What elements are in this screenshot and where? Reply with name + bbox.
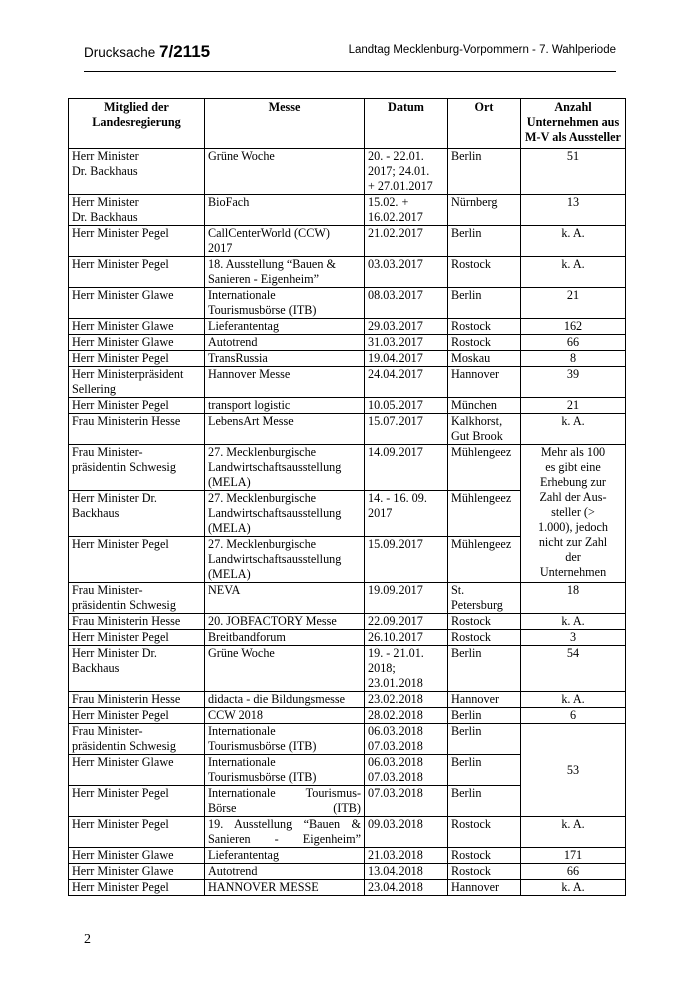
- cell-ort: Rostock: [448, 319, 521, 335]
- cell-ort: Moskau: [448, 351, 521, 367]
- table-row: [69, 630, 626, 646]
- column-header: Datum: [365, 99, 448, 149]
- cell-anzahl: 51: [521, 149, 626, 195]
- cell-datum: 14.09.2017: [365, 445, 448, 491]
- table-row: [69, 583, 626, 614]
- cell-anzahl: 171: [521, 848, 626, 864]
- cell-ort: Rostock: [448, 848, 521, 864]
- cell-mitglied: Herr Minister Glawe: [69, 319, 205, 335]
- cell-datum: 19.09.2017: [365, 583, 448, 614]
- table-row: [69, 817, 626, 848]
- cell-messe: HANNOVER MESSE: [205, 880, 365, 896]
- cell-ort: München: [448, 398, 521, 414]
- table-row: [69, 288, 626, 319]
- cell-messe: Autotrend: [205, 335, 365, 351]
- cell-anzahl: k. A.: [521, 257, 626, 288]
- cell-ort: Berlin: [448, 708, 521, 724]
- cell-anzahl: 3: [521, 630, 626, 646]
- cell-messe: LebensArt Messe: [205, 414, 365, 445]
- cell-datum: 10.05.2017: [365, 398, 448, 414]
- cell-ort: St. Petersburg: [448, 583, 521, 614]
- table-row: [69, 864, 626, 880]
- table-row: [69, 692, 626, 708]
- cell-datum: 21.02.2017: [365, 226, 448, 257]
- cell-ort: Berlin: [448, 755, 521, 786]
- cell-messe: transport logistic: [205, 398, 365, 414]
- cell-datum: 22.09.2017: [365, 614, 448, 630]
- cell-messe: Grüne Woche: [205, 149, 365, 195]
- table-row: [69, 445, 626, 491]
- cell-messe: 19. Ausstellung “Bauen & Sanieren - Eigenheim”: [205, 817, 365, 848]
- page-number: 2: [84, 932, 91, 947]
- cell-mitglied: Herr Minister Pegel: [69, 880, 205, 896]
- cell-datum: 21.03.2018: [365, 848, 448, 864]
- cell-datum: 15.07.2017: [365, 414, 448, 445]
- cell-mitglied: Frau Ministerin Hesse: [69, 614, 205, 630]
- cell-messe: Internationale Tourismusbörse (ITB): [205, 288, 365, 319]
- cell-messe: 27. Mecklenburgische Landwirtschaftsausstellung (MELA): [205, 537, 365, 583]
- cell-messe: Grüne Woche: [205, 646, 365, 692]
- cell-anzahl: 54: [521, 646, 626, 692]
- table-row: [69, 319, 626, 335]
- cell-messe: Lieferantentag: [205, 848, 365, 864]
- cell-messe: 27. Mecklenburgische Landwirtschaftsausstellung (MELA): [205, 445, 365, 491]
- cell-datum: 29.03.2017: [365, 319, 448, 335]
- cell-mitglied: Frau Ministerin Hesse: [69, 414, 205, 445]
- cell-ort: Rostock: [448, 817, 521, 848]
- cell-ort: Hannover: [448, 367, 521, 398]
- cell-ort: Berlin: [448, 724, 521, 755]
- cell-mitglied: Frau Minister- präsidentin Schwesig: [69, 583, 205, 614]
- cell-ort: Berlin: [448, 149, 521, 195]
- column-header: Ort: [448, 99, 521, 149]
- column-header: Messe: [205, 99, 365, 149]
- cell-anzahl: 66: [521, 864, 626, 880]
- cell-messe: 18. Ausstellung “Bauen & Sanieren - Eigenheim”: [205, 257, 365, 288]
- cell-messe: CCW 2018: [205, 708, 365, 724]
- table-row: [69, 414, 626, 445]
- cell-ort: Rostock: [448, 335, 521, 351]
- cell-anzahl: k. A.: [521, 414, 626, 445]
- cell-ort: Rostock: [448, 257, 521, 288]
- cell-mitglied: Herr Minister Glawe: [69, 335, 205, 351]
- cell-messe: 20. JOBFACTORY Messe: [205, 614, 365, 630]
- cell-messe: TransRussia: [205, 351, 365, 367]
- cell-anzahl-merged: 53: [521, 724, 626, 817]
- cell-anzahl: 6: [521, 708, 626, 724]
- cell-datum: 19.04.2017: [365, 351, 448, 367]
- column-header: Mitglied der Landesregierung: [69, 99, 205, 149]
- cell-messe: NEVA: [205, 583, 365, 614]
- cell-datum: 14. - 16. 09. 2017: [365, 491, 448, 537]
- cell-ort: Nürnberg: [448, 195, 521, 226]
- table-row: [69, 646, 626, 692]
- cell-datum: 19. - 21.01. 2018; 23.01.2018: [365, 646, 448, 692]
- drucksache-number: 7/2115: [159, 42, 211, 61]
- cell-mitglied: Herr Minister Dr. Backhaus: [69, 491, 205, 537]
- cell-mitglied: Herr Minister Glawe: [69, 848, 205, 864]
- cell-mitglied: Herr Minister Glawe: [69, 288, 205, 319]
- cell-mitglied: Herr Ministerpräsident Sellering: [69, 367, 205, 398]
- table-body: [69, 149, 626, 896]
- cell-anzahl: 18: [521, 583, 626, 614]
- cell-mitglied: Herr Minister Dr. Backhaus: [69, 149, 205, 195]
- cell-datum: 08.03.2017: [365, 288, 448, 319]
- cell-messe: Internationale Tourismus- Börse (ITB): [205, 786, 365, 817]
- cell-messe: Autotrend: [205, 864, 365, 880]
- cell-ort: Rostock: [448, 630, 521, 646]
- cell-mitglied: Herr Minister Pegel: [69, 786, 205, 817]
- cell-anzahl: 39: [521, 367, 626, 398]
- cell-messe: CallCenterWorld (CCW) 2017: [205, 226, 365, 257]
- cell-anzahl: 66: [521, 335, 626, 351]
- cell-anzahl: 162: [521, 319, 626, 335]
- cell-anzahl: k. A.: [521, 614, 626, 630]
- cell-anzahl-merged: Mehr als 100 es gibt eine Erhebung zur Zahl der Aus- steller (> 1.000), jedoch nicht zur Zahl der Unternehmen: [521, 445, 626, 583]
- cell-ort: Berlin: [448, 226, 521, 257]
- cell-mitglied: Herr Minister Dr. Backhaus: [69, 646, 205, 692]
- cell-anzahl: 21: [521, 398, 626, 414]
- cell-messe: 27. Mecklenburgische Landwirtschaftsausstellung (MELA): [205, 491, 365, 537]
- cell-ort: Kalkhorst, Gut Brook: [448, 414, 521, 445]
- cell-anzahl: k. A.: [521, 817, 626, 848]
- table-row: [69, 195, 626, 226]
- cell-ort: Berlin: [448, 288, 521, 319]
- cell-mitglied: Herr Minister Pegel: [69, 708, 205, 724]
- cell-mitglied: Frau Ministerin Hesse: [69, 692, 205, 708]
- cell-datum: 15.02. + 16.02.2017: [365, 195, 448, 226]
- cell-ort: Mühlengeez: [448, 537, 521, 583]
- cell-anzahl: 13: [521, 195, 626, 226]
- cell-mitglied: Herr Minister Pegel: [69, 398, 205, 414]
- cell-datum: 03.03.2017: [365, 257, 448, 288]
- cell-anzahl: 21: [521, 288, 626, 319]
- cell-datum: 15.09.2017: [365, 537, 448, 583]
- cell-ort: Mühlengeez: [448, 491, 521, 537]
- table-row: [69, 614, 626, 630]
- cell-mitglied: Herr Minister Dr. Backhaus: [69, 195, 205, 226]
- table-row: [69, 708, 626, 724]
- cell-mitglied: Frau Minister- präsidentin Schwesig: [69, 724, 205, 755]
- cell-datum: 20. - 22.01. 2017; 24.01. + 27.01.2017: [365, 149, 448, 195]
- table-row: [69, 398, 626, 414]
- cell-mitglied: Herr Minister Pegel: [69, 537, 205, 583]
- cell-messe: didacta - die Bildungsmesse: [205, 692, 365, 708]
- table-row: [69, 351, 626, 367]
- cell-datum: 28.02.2018: [365, 708, 448, 724]
- header-divider: [84, 71, 616, 72]
- cell-anzahl: 8: [521, 351, 626, 367]
- table-row: [69, 880, 626, 896]
- cell-ort: Berlin: [448, 646, 521, 692]
- cell-anzahl: k. A.: [521, 880, 626, 896]
- cell-datum: 13.04.2018: [365, 864, 448, 880]
- cell-datum: 06.03.2018 07.03.2018: [365, 724, 448, 755]
- cell-mitglied: Herr Minister Pegel: [69, 817, 205, 848]
- cell-ort: Hannover: [448, 692, 521, 708]
- drucksache-label: Drucksache: [84, 45, 156, 60]
- table-row: [69, 367, 626, 398]
- cell-datum: 24.04.2017: [365, 367, 448, 398]
- table-row: [69, 335, 626, 351]
- cell-ort: Rostock: [448, 614, 521, 630]
- cell-ort: Rostock: [448, 864, 521, 880]
- cell-messe: Hannover Messe: [205, 367, 365, 398]
- cell-datum: 06.03.2018 07.03.2018: [365, 755, 448, 786]
- table-row: [69, 257, 626, 288]
- cell-datum: 26.10.2017: [365, 630, 448, 646]
- cell-messe: Internationale Tourismusbörse (ITB): [205, 724, 365, 755]
- document-id: [84, 42, 210, 62]
- cell-mitglied: Herr Minister Pegel: [69, 351, 205, 367]
- cell-datum: 23.04.2018: [365, 880, 448, 896]
- cell-ort: Berlin: [448, 786, 521, 817]
- table-header-row: [69, 99, 626, 149]
- trade-fair-table: [68, 98, 626, 896]
- table-row: [69, 724, 626, 755]
- institution-heading: Landtag Mecklenburg-Vorpommern - 7. Wahlperiode: [348, 44, 616, 56]
- cell-mitglied: Herr Minister Pegel: [69, 630, 205, 646]
- cell-datum: 07.03.2018: [365, 786, 448, 817]
- cell-messe: Internationale Tourismusbörse (ITB): [205, 755, 365, 786]
- cell-anzahl: k. A.: [521, 692, 626, 708]
- cell-datum: 31.03.2017: [365, 335, 448, 351]
- cell-datum: 23.02.2018: [365, 692, 448, 708]
- cell-datum: 09.03.2018: [365, 817, 448, 848]
- cell-messe: BioFach: [205, 195, 365, 226]
- cell-mitglied: Herr Minister Glawe: [69, 864, 205, 880]
- cell-messe: Lieferantentag: [205, 319, 365, 335]
- column-header: Anzahl Unternehmen aus M-V als Aussteller: [521, 99, 626, 149]
- cell-messe: Breitbandforum: [205, 630, 365, 646]
- cell-mitglied: Herr Minister Pegel: [69, 257, 205, 288]
- table-row: [69, 848, 626, 864]
- table-row: [69, 226, 626, 257]
- cell-ort: Hannover: [448, 880, 521, 896]
- cell-mitglied: Herr Minister Pegel: [69, 226, 205, 257]
- cell-mitglied: Frau Minister- präsidentin Schwesig: [69, 445, 205, 491]
- cell-anzahl: k. A.: [521, 226, 626, 257]
- table-row: [69, 149, 626, 195]
- cell-mitglied: Herr Minister Glawe: [69, 755, 205, 786]
- cell-ort: Mühlengeez: [448, 445, 521, 491]
